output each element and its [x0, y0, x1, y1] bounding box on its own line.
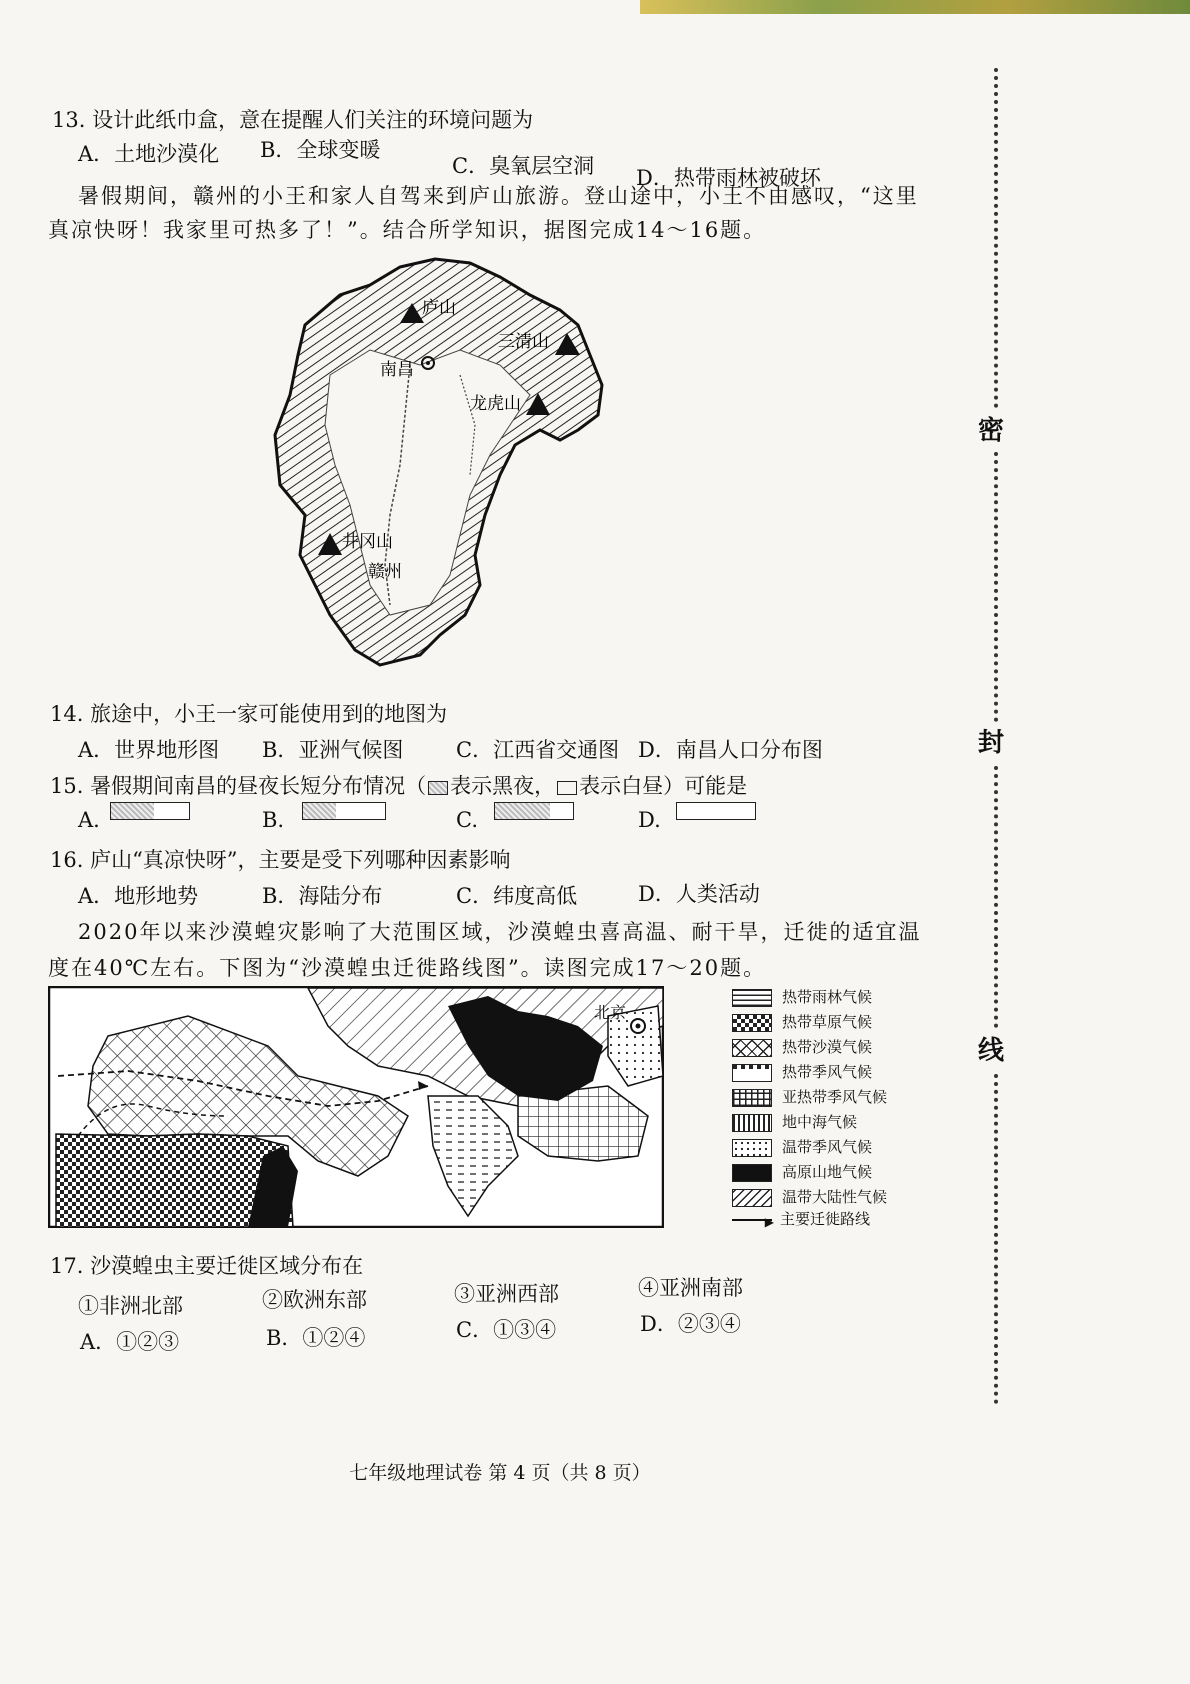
q17-option-c[interactable]: C．①③④: [456, 1318, 557, 1342]
night-legend-box: [428, 781, 448, 795]
q16-option-d[interactable]: D．人类活动: [638, 882, 760, 906]
intro1-line2: 真凉快呀！我家里可热多了！”。结合所学知识，据图完成14～16题。: [48, 218, 767, 242]
q14-option-c[interactable]: C．江西省交通图: [456, 738, 620, 762]
q15-option-d[interactable]: D.: [638, 808, 661, 832]
seal-dotline-4: [994, 1074, 998, 1404]
label-jinggangshan: 井冈山: [342, 532, 393, 551]
q17-item-4: ④亚洲南部: [638, 1276, 743, 1300]
legend-migration-route: ▶ 主要迁徙路线: [732, 1208, 870, 1229]
legend-tropical-desert: 热带沙漠气候: [732, 1036, 872, 1057]
q15-stem-pre: 15. 暑假期间南昌的昼夜长短分布情况（: [50, 774, 427, 798]
q17-option-a[interactable]: A．①②③: [80, 1330, 180, 1354]
seal-char-mi: 密: [978, 416, 1005, 446]
label-beijing: 北京: [594, 1005, 627, 1022]
q17-item-2: ②欧洲东部: [262, 1288, 367, 1312]
q16-option-c[interactable]: C．纬度高低: [456, 884, 578, 908]
q16-option-a[interactable]: A．地形地势: [78, 884, 199, 908]
seal-char-feng: 封: [978, 728, 1005, 758]
intro1-line1: 暑假期间，赣州的小王和家人自驾来到庐山旅游。登山途中，小王不由感叹，“这里: [78, 184, 919, 208]
legend-tropical-rainforest: 热带雨林气候: [732, 986, 872, 1007]
q15-option-b-bar[interactable]: [302, 802, 386, 820]
q17-option-b[interactable]: B．①②④: [266, 1326, 366, 1350]
q13-option-c[interactable]: C．臭氧层空洞: [452, 154, 595, 178]
legend-tropical-monsoon: 热带季风气候: [732, 1061, 872, 1082]
label-nanchang: 南昌: [380, 360, 414, 379]
label-lushan: 庐山: [422, 298, 456, 317]
label-sanqingshan: 三清山: [498, 332, 549, 351]
q13-option-b[interactable]: B．全球变暖: [260, 138, 381, 162]
q17-item-1: ①非洲北部: [78, 1294, 183, 1318]
legend-mediterranean: 地中海气候: [732, 1111, 857, 1132]
legend-tropical-savanna: 热带草原气候: [732, 1011, 872, 1032]
top-color-strip: [640, 0, 1190, 14]
seal-char-xian: 线: [978, 1036, 1005, 1066]
locust-migration-map: [48, 986, 664, 1228]
q15-option-a-bar[interactable]: [110, 802, 190, 820]
q15-stem-mid2: 表示白昼）可能是: [579, 774, 748, 798]
legend-temperate-continental: 温带大陆性气候: [732, 1186, 887, 1207]
seal-dotline-3: [994, 766, 998, 1028]
day-legend-box: [557, 781, 577, 795]
jiangxi-map: [260, 255, 620, 680]
q14-stem: 14. 旅途中，小王一家可能使用到的地图为: [50, 702, 448, 726]
legend-subtropical-monsoon: 亚热带季风气候: [732, 1086, 887, 1107]
q15-option-b[interactable]: B.: [262, 808, 285, 832]
q13-stem: 13. 设计此纸巾盒，意在提醒人们关注的环境问题为: [52, 108, 534, 132]
q14-option-d[interactable]: D．南昌人口分布图: [638, 738, 823, 762]
q17-item-3: ③亚洲西部: [454, 1282, 559, 1306]
q16-option-b[interactable]: B．海陆分布: [262, 884, 383, 908]
q16-stem: 16. 庐山“真凉快呀”，主要是受下列哪种因素影响: [50, 848, 511, 872]
label-longhushan: 龙虎山: [470, 394, 521, 413]
q14-option-b[interactable]: B．亚洲气候图: [262, 738, 404, 762]
q15-option-c-bar[interactable]: [494, 802, 574, 820]
page-footer: 七年级地理试卷 第 4 页（共 8 页）: [349, 1462, 651, 1484]
q15-stem-mid1: 表示黑夜，: [450, 774, 556, 798]
seal-dotline-2: [994, 452, 998, 722]
intro2-line1: 2020年以来沙漠蝗灾影响了大范围区域，沙漠蝗虫喜高温、耐干旱，迁徙的适宜温: [78, 920, 922, 944]
intro2-line2: 度在40℃左右。下图为“沙漠蝗虫迁徙路线图”。读图完成17～20题。: [48, 956, 767, 980]
q15-option-d-bar[interactable]: [676, 802, 756, 820]
q15-option-a[interactable]: A.: [78, 808, 100, 832]
q17-stem: 17. 沙漠蝗虫主要迁徙区域分布在: [50, 1254, 364, 1278]
q14-option-a[interactable]: A．世界地形图: [78, 738, 220, 762]
q13-option-a[interactable]: A．土地沙漠化: [78, 142, 220, 166]
q15-stem: [50, 770, 747, 800]
seal-dotline-1: [994, 68, 998, 408]
legend-highland: 高原山地气候: [732, 1161, 872, 1182]
q17-option-d[interactable]: D．②③④: [640, 1312, 741, 1336]
q13-option-d[interactable]: D．热带雨林被破坏: [636, 166, 821, 190]
label-ganzhou: 赣州: [368, 562, 402, 581]
q15-option-c[interactable]: C.: [456, 808, 478, 832]
legend-temperate-monsoon: 温带季风气候: [732, 1136, 872, 1157]
